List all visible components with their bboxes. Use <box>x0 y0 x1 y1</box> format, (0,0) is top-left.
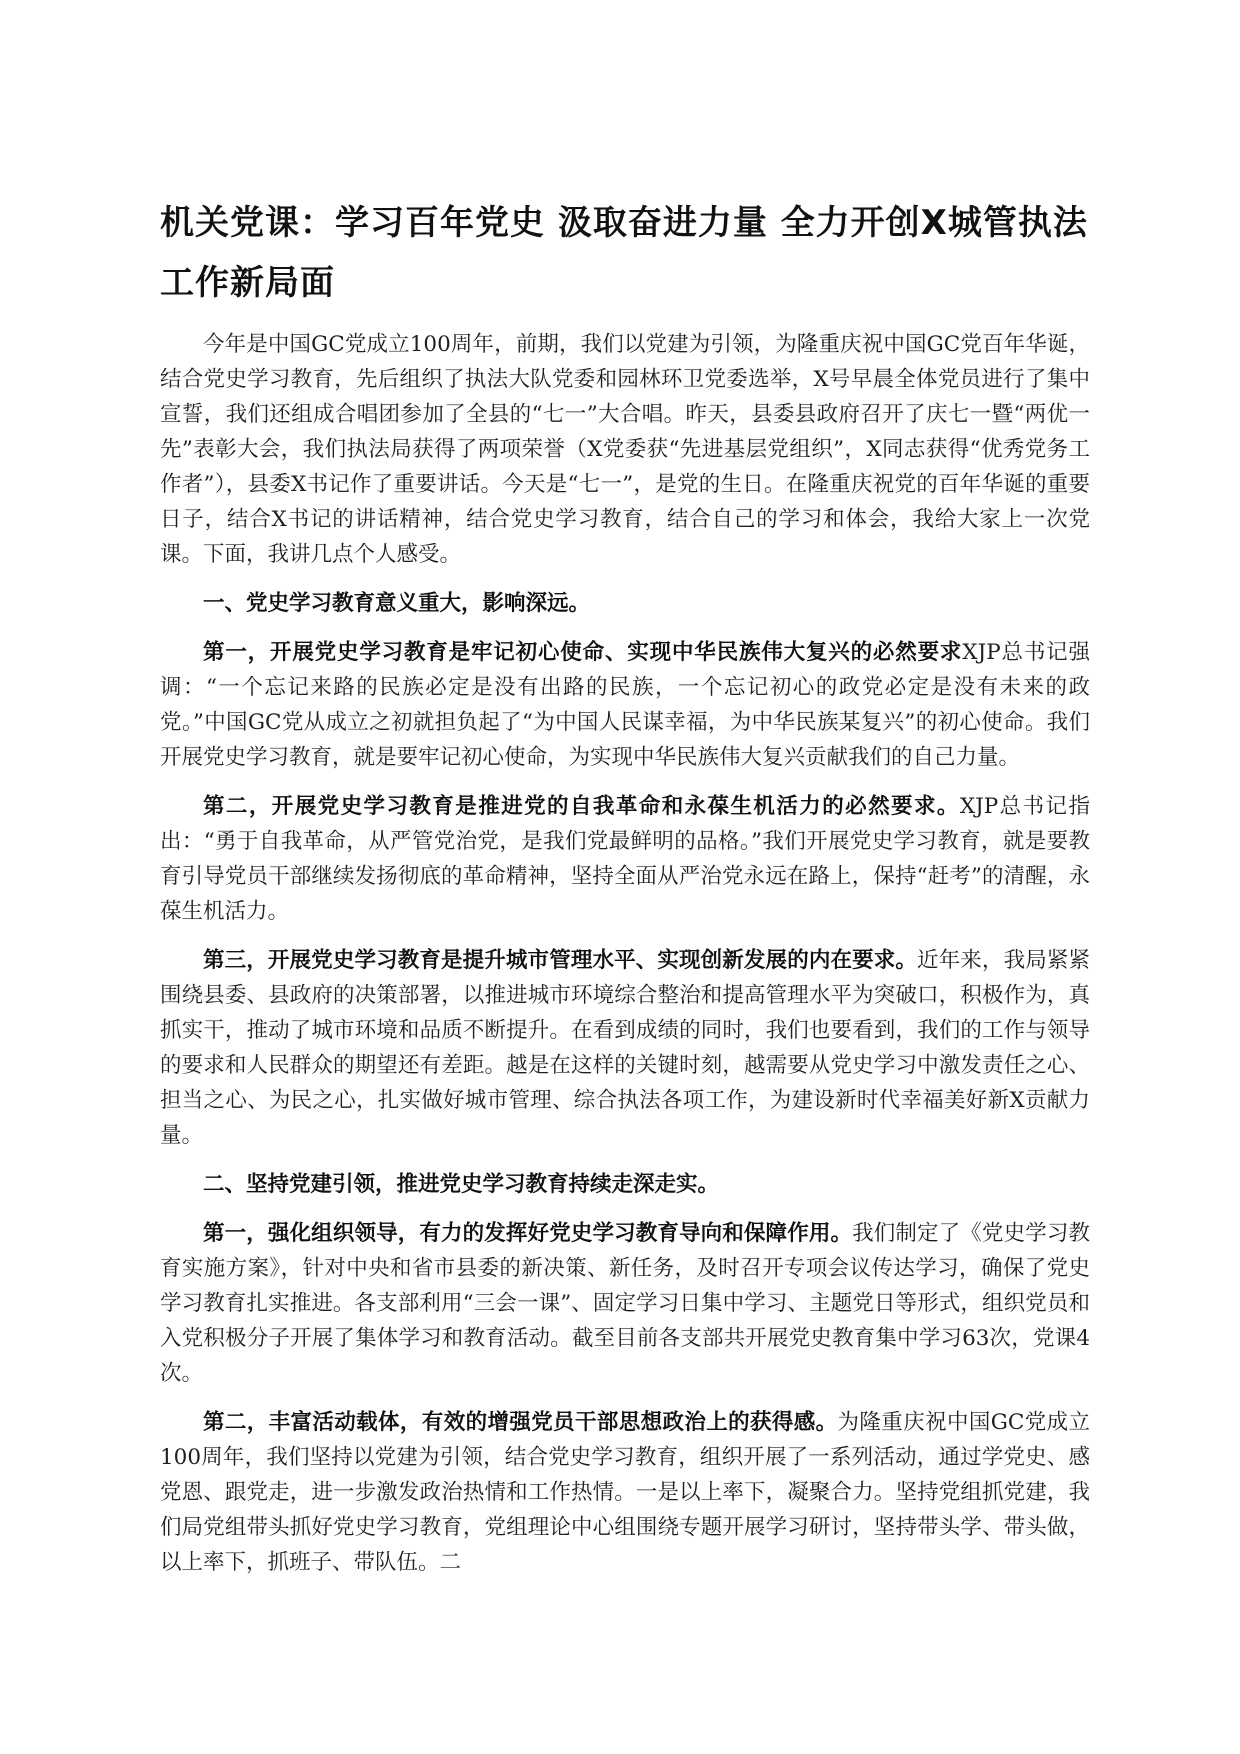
section-2-paragraph-2-lead: 第二，丰富活动载体，有效的增强党员干部思想政治上的获得感。 <box>203 1410 838 1435</box>
section-2-heading: 二、坚持党建引领，推进党史学习教育持续走深走实。 <box>203 1172 720 1197</box>
section-2-paragraph-1-lead: 第一，强化组织领导，有力的发挥好党史学习教育导向和保障作用。 <box>203 1221 853 1246</box>
section-1-paragraph-1 <box>160 635 1090 775</box>
section-1-paragraph-3 <box>160 943 1090 1153</box>
section-2-paragraph-2 <box>160 1405 1090 1580</box>
document-page <box>160 193 1090 1594</box>
section-1-paragraph-2-lead: 第二，开展党史学习教育是推进党的自我革命和永葆生机活力的必然要求。 <box>203 794 960 819</box>
section-1-paragraph-3-lead: 第三，开展党史学习教育是提升城市管理水平、实现创新发展的内在要求。 <box>203 948 918 973</box>
section-2-paragraph-1 <box>160 1216 1090 1391</box>
document-title: 机关党课：学习百年党史 汲取奋进力量 全力开创X城管执法工作新局面 <box>160 203 1088 303</box>
section-1-paragraph-1-body: XJP总书记强调：“一个忘记来路的民族必定是没有出路的民族，一个忘记初心的政党必定是没有未来的政党。”中国GC党从成立之初就担负起了“为中国人民谋幸福，为中华民族某复兴”的初心使命。我们开展党史学习教育，就是要牢记初心使命，为实现中华民族伟大复兴贡献我们的自己力量。 <box>160 640 1090 770</box>
section-1-paragraph-2 <box>160 789 1090 929</box>
section-1-paragraph-3-body: 近年来，我局紧紧围绕县委、县政府的决策部署，以推进城市环境综合整治和提高管理水平为突破口，积极作为，真抓实干，推动了城市环境和品质不断提升。在看到成绩的同时，我们也要看到，我们的工作与领导的要求和人民群众的期望还有差距。越是在这样的关键时刻，越需要从党史学习中激发责任之心、担当之心、为民之心，扎实做好城市管理、综合执法各项工作，为建设新时代幸福美好新X贡献力量。 <box>160 948 1090 1148</box>
intro-paragraph: 今年是中国GC党成立100周年，前期，我们以党建为引领，为隆重庆祝中国GC党百年华诞，结合党史学习教育，先后组织了执法大队党委和园林环卫党委选举，X号早晨全体党员进行了集中宣誓，我们还组成合唱团参加了全县的“七一”大合唱。昨天，县委县政府召开了庆七一暨“两优一先”表彰大会，我们执法局获得了两项荣誉（X党委获“先进基层党组织”，X同志获得“优秀党务工作者”），县委X书记作了重要讲话。今天是“七一”，是党的生日。在隆重庆祝党的百年华诞的重要日子，结合X书记的讲话精神，结合党史学习教育，结合自己的学习和体会，我给大家上一次党课。下面，我讲几点个人感受。 <box>160 332 1090 567</box>
section-2-paragraph-2-body: 为隆重庆祝中国GC党成立100周年，我们坚持以党建为引领，结合党史学习教育，组织开展了一系列活动，通过学党史、感党恩、跟党走，进一步激发政治热情和工作热情。一是以上率下，凝聚合力。坚持党组抓党建，我们局党组带头抓好党史学习教育，党组理论中心组围绕专题开展学习研讨，坚持带头学、带头做，以上率下，抓班子、带队伍。二 <box>160 1410 1090 1575</box>
section-1-heading: 一、党史学习教育意义重大，影响深远。 <box>203 591 591 616</box>
section-1-paragraph-1-lead: 第一，开展党史学习教育是牢记初心使命、实现中华民族伟大复兴的必然要求 <box>203 640 963 665</box>
section-2-paragraph-1-body: 我们制定了《党史学习教育实施方案》，针对中央和省市县委的新决策、新任务，及时召开专项会议传达学习，确保了党史学习教育扎实推进。各支部利用“三会一课”、固定学习日集中学习、主题党日等形式，组织党员和入党积极分子开展了集体学习和教育活动。截至目前各支部共开展党史教育集中学习63次，党课4次。 <box>160 1221 1090 1386</box>
section-1-paragraph-2-body: XJP总书记指出：“勇于自我革命，从严管党治党，是我们党最鲜明的品格。”我们开展党史学习教育，就是要教育引导党员干部继续发扬彻底的革命精神，坚持全面从严治党永远在路上，保持“赶考”的清醒，永葆生机活力。 <box>160 794 1090 924</box>
